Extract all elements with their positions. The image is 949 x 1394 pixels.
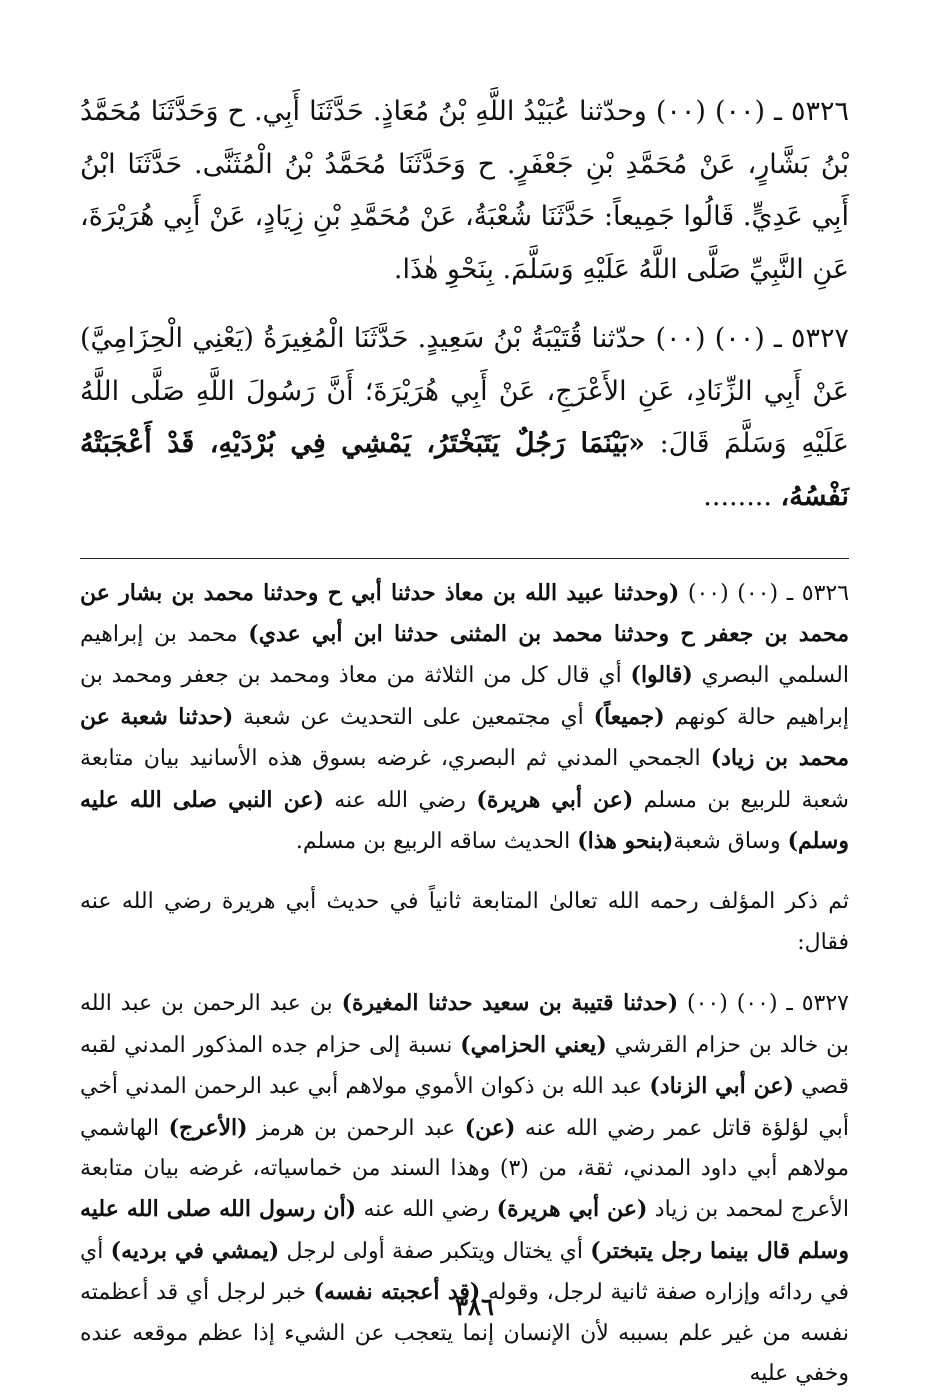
commentary-segment: نسبة إلى حزام جده المذكور المدني لقبه قصي [80, 1032, 849, 1100]
commentary-5327 [80, 983, 849, 1394]
hadith-5327-matn: «بَيْنَمَا رَجُلٌ يَتَبَخْتَرُ، يَمْشِي فِي بُرْدَيْهِ، قَدْ أَعْجَبَتْهُ نَفْسُهُ، [80, 428, 849, 512]
hadith-5327-isnad: ٥٣٢٧ ـ (٠٠) (٠٠) حدّثنا قُتَيْبَةُ بْنُ سَعِيدٍ. حَدَّثَنَا الْمُغِيرَةُ (يَعْنِي الْحِزَامِيَّ) عَنْ أَبِي الزِّنَادِ، عَنِ الأَعْرَجِ، عَنْ أَبِي هُرَيْرَةَ؛ أَنَّ رَسُولَ اللَّهِ صَلَّى اللَّهُ عَلَيْهِ وَسَلَّمَ قَالَ: [80, 322, 850, 460]
commentary-segment-bold: (حدثنا شعبة عن محمد بن زياد) [80, 703, 849, 772]
commentary-segment: الهاشمي مولاهم أبي داود المدني، ثقة، من (٣) وهذا السند من خماسياته، غرضه بيان متابعة الأعرج لمحمد بن زياد [80, 1115, 849, 1223]
commentary-segment: محمد بن إبراهيم السلمي البصري [80, 622, 849, 689]
commentary-segment-bold: (عن أبي الزناد) [649, 1073, 794, 1100]
page-number: ٣٨٦ [455, 1292, 494, 1321]
commentary-segment-bold: (قالوا) [630, 662, 693, 689]
commentary-segment-bold: (عن النبي صلى الله عليه وسلم) [80, 786, 849, 855]
commentary-segment-bold: (عن أبي هريرة) [476, 786, 634, 813]
commentary-segment-bold: (وحدثنا عبيد الله بن معاذ حدثنا أبي ح وحدثنا محمد بن بشار عن محمد بن جعفر ح وحدثنا محمد بن المثنى حدثنا ابن أبي عدي) [80, 579, 849, 648]
commentary-segment: الجمحي المدني ثم البصري، غرضه بسوق هذه الأسانيد بيان متابعة شعبة للربيع بن مسلم [80, 746, 849, 813]
commentary-segment-bold: (عن أبي هريرة) [496, 1196, 648, 1223]
continuation-dots: ........ [703, 480, 781, 512]
commentary-segment-bold: (أن رسول الله صلى الله عليه وسلم قال بينما رجل يتبختر) [80, 1196, 849, 1264]
commentary-segment: عبد الرحمن بن هرمز [247, 1115, 465, 1141]
commentary-segment: أي مجتمعين على التحديث عن شعبة [233, 704, 594, 730]
commentary-segment: بن عبد الرحمن بن عبد الله بن خالد بن حزام القرشي [80, 991, 849, 1058]
hadith-5326: ٥٣٢٦ ـ (٠٠) (٠٠) وحدّثنا عُبَيْدُ اللَّهِ بْنُ مُعَاذٍ. حَدَّثَنَا أَبِي. ح وَحَدَّثَنَا مُحَمَّدُ بْنُ بَشَّارٍ، عَنْ مُحَمَّدِ بْنِ جَعْفَرٍ. ح وَحَدَّثَنَا مُحَمَّدُ بْنُ الْمُثَنَّى. حَدَّثَنَا ابْنُ أَبِي عَدِيٍّ. قَالُوا جَمِيعاً: حَدَّثَنَا شُعْبَةُ، عَنْ مُحَمَّدِ بْنِ زِيَادٍ، عَنْ أَبِي هُرَيْرَةَ، عَنِ النَّبِيِّ صَلَّى اللَّهُ عَلَيْهِ وَسَلَّمَ. بِنَحْوِ هٰذَا. [80, 96, 849, 286]
commentary-segment: رضي الله عنه [323, 787, 477, 813]
commentary-segment-bold: (عن) [464, 1114, 516, 1141]
commentary-segment: ٥٣٢٦ ـ (٠٠) (٠٠) [679, 580, 850, 606]
commentary-segment: رضي الله عنه [356, 1197, 497, 1223]
hadith-section [80, 86, 849, 524]
commentary-segment: أي يختال ويتكبر صفة أولى لرجل [279, 1238, 591, 1264]
commentary-segment: خبر لرجل أي قد أعظمته نفسه من غير علم بسببه لأن الإنسان إنما يتعجب عن الشيء إذا عظم موقعه عنده وخفي عليه [80, 1280, 849, 1386]
commentary-section [80, 573, 849, 1394]
commentary-segment-bold: (الأعرج) [168, 1114, 248, 1141]
commentary-segment: أي في ردائه وإزاره صفة ثانية لرجل، وقوله [80, 1238, 850, 1306]
commentary-5326 [80, 573, 849, 863]
commentary-segment-bold: (جميعاً) [593, 703, 665, 730]
hadith-5327 [80, 313, 849, 524]
footnote-divider [80, 558, 849, 559]
commentary-segment-bold: (بنحو هذا) [577, 828, 674, 855]
commentary-segment-bold: (حدثنا قتيبة بن سعيد حدثنا المغيرة) [341, 990, 679, 1017]
commentary-segment: أي قال كل من الثلاثة من معاذ ومحمد بن جعفر ومحمد بن إبراهيم حالة كونهم [80, 663, 849, 730]
commentary-transition: ثم ذكر المؤلف رحمه الله تعالىٰ المتابعة ثانياً في حديث أبي هريرة رضي الله عنه فقال: [80, 889, 849, 955]
commentary-segment: ٥٣٢٧ ـ (٠٠) (٠٠) [678, 991, 849, 1017]
commentary-segment-bold: (يمشي في برديه) [110, 1237, 280, 1264]
commentary-segment: الحديث ساقه الربيع بن مسلم. [295, 829, 578, 855]
commentary-segment: عبد الله بن ذكوان الأموي مولاهم أبي عبد الرحمن المدني أخي أبي لؤلؤة قاتل عمر رضي الله عنه [80, 1074, 849, 1141]
commentary-segment-bold: (يعني الحزامي) [460, 1031, 607, 1058]
commentary-segment-bold: (قد أعجبته نفسه) [313, 1279, 481, 1306]
commentary-segment: وساق شعبة [673, 829, 788, 855]
